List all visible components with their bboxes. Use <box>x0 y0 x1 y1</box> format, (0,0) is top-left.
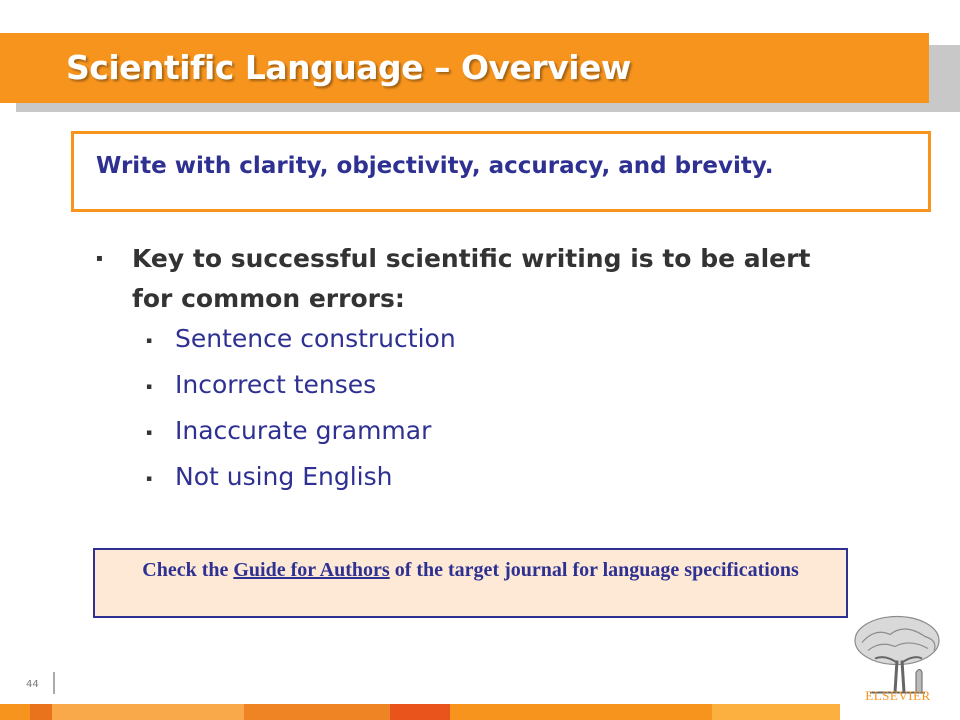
bullet-icon: ▪ <box>96 253 103 264</box>
elsevier-wordmark: ELSEVIER <box>865 688 931 703</box>
footer-segment <box>712 704 840 720</box>
footer-segment <box>0 704 30 720</box>
slide-title: Scientific Language – Overview <box>66 48 631 87</box>
footer-segment <box>30 704 52 720</box>
footer-segment <box>390 704 450 720</box>
bullet-icon: ▪ <box>146 382 153 392</box>
bullet-icon: ▪ <box>146 336 153 346</box>
sub-bullet-text: Inaccurate grammar <box>175 416 432 445</box>
footer-color-bar <box>0 704 840 720</box>
bullet-icon: ▪ <box>146 428 153 438</box>
guide-for-authors-link[interactable]: Guide for Authors <box>233 559 390 581</box>
main-bullet-text: Key to successful scientific writing is to be alert for common errors: <box>132 244 811 313</box>
sub-bullet-text: Incorrect tenses <box>175 370 377 399</box>
guide-for-authors-box <box>93 548 848 618</box>
page-number: 44 <box>26 679 39 690</box>
footer-segment <box>52 704 244 720</box>
bullet-icon: ▪ <box>146 474 153 484</box>
guide-text-suffix: of the target journal for language specifications <box>389 559 799 581</box>
key-message-text: Write with clarity, objectivity, accuracy, and brevity. <box>96 153 774 179</box>
page-divider <box>53 672 55 694</box>
footer-segment <box>244 704 390 720</box>
guide-text-prefix: Check the <box>142 559 234 581</box>
sub-bullet-text: Not using English <box>175 462 393 491</box>
sub-bullet-text: Sentence construction <box>175 324 456 353</box>
footer-segment <box>450 704 712 720</box>
